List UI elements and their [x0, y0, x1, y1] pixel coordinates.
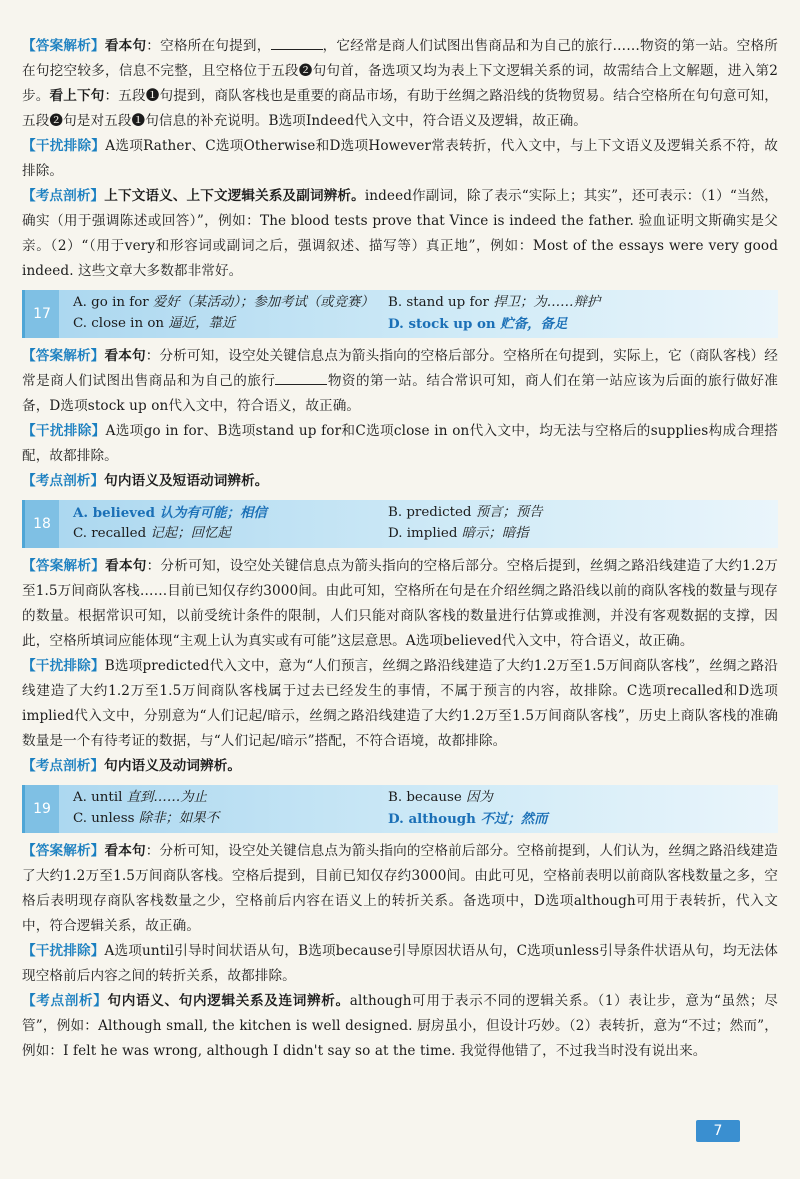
- q18-answer-analysis: 【答案解析】看本句：分析可知，设空处关键信息点为箭头指向的空格后部分。空格后提到，丝绸之路沿线建造了大约1.2万至1.5万间商队客栈……目前已知仅存约3000间。由此可知，空格所在句是在介绍丝绸之路沿线以前的商队客栈的数量与现存的数量。根据常识可知，以前受统计条件的限制，人们只能对商队客栈的数量进行估算或推测，并没有客观数据的支撑，因此，空格所填词应能体现“主观上认为真实或有可能”这层意思。A选项believed代入文中，符合语义，故正确。: [22, 558, 778, 649]
- q19-analysis: 【考点剖析】句内语义、句内逻辑关系及连词辨析。although可用于表示不同的逻辑关系。（1）表让步，意为“虽然；尽管”，例如：Although small, the kitchen is well designed. 厨房虽小，但设计巧妙。（2）表转折，意为“不过；然而”，例如：I felt he was wrong, although I didn't say so at the time. 我觉得他错了，不过我当时没有说出来。: [22, 993, 778, 1059]
- option-b: B. stand up for 捍卫；为……辩护: [388, 295, 601, 310]
- analysis-label: 【考点剖析】: [22, 188, 105, 204]
- option-d-correct: D. stock up on 贮备，备足: [388, 316, 568, 332]
- question-18-options: [22, 500, 778, 548]
- q18-distractor: 【干扰排除】B选项predicted代入文中，意为“人们预言，丝绸之路沿线建造了大约1.2万至1.5万间商队客栈”，丝绸之路沿线建造了大约1.2万至1.5万间商队客栈属于过去已经发生的事情，不属于预言的内容，故排除。C选项recalled和D选项implied代入文中，分别意为“人们记起/暗示，丝绸之路沿线建造了大约1.2万至1.5万间商队客栈”，历史上商队客栈的准确数量是一个有待考证的数据，与“人们记起/暗示”搭配，不符合语境，故都排除。: [22, 658, 778, 749]
- q17-distractor: 【干扰排除】A选项go in for、B选项stand up for和C选项close in on代入文中，均无法与空格后的supplies构成合理搭配，故都排除。: [22, 423, 778, 464]
- option-b: B. because 因为: [388, 790, 493, 805]
- option-c: C. close in on 逼近，靠近: [73, 316, 236, 331]
- option-d-correct: D. although 不过；然而: [388, 811, 548, 827]
- page-content: [22, 34, 778, 1064]
- question-number: 18: [25, 500, 59, 548]
- option-a: A. until 直到……为止: [73, 790, 207, 805]
- q17-analysis: 【考点剖析】句内语义及短语动词辨析。: [22, 473, 269, 489]
- blank-line: [271, 37, 323, 50]
- option-c: C. recalled 记起；回忆起: [73, 526, 231, 541]
- q16-analysis: 【考点剖析】上下文语义、上下文逻辑关系及副词辨析。indeed作副词，除了表示“实际上；其实”，还可表示：（1）“当然，确实（用于强调陈述或回答）”，例如：The blood tests prove that Vince is indeed the father. 验血证明文斯确实是父亲。（2）“（用于very和形容词或副词之后，强调叙述、描写等）真正地”，例如：Most of the essays were very good indeed. 这些文章大多数都非常好。: [22, 188, 779, 279]
- q16-distractor: 【干扰排除】A选项Rather、C选项Otherwise和D选项However常表转折，代入文中，与上下文语义及逻辑关系不符，故排除。: [22, 138, 778, 179]
- option-b: B. predicted 预言；预告: [388, 505, 543, 520]
- blank-line: [275, 372, 327, 385]
- question-19-options: [22, 785, 778, 833]
- q19-answer-analysis: 【答案解析】看本句：分析可知，设空处关键信息点为箭头指向的空格前后部分。空格前提到，人们认为，丝绸之路沿线建造了大约1.2万至1.5万间商队客栈。空格后提到，目前已知仅存约3000间。由此可见，空格前表明以前商队客栈数量之多，空格后表明现存商队客栈数量之少，空格前后内容在语义上的转折关系。备选项中，D选项although可用于表转折，代入文中，符合逻辑关系，故正确。: [22, 843, 778, 934]
- q19-distractor: 【干扰排除】A选项until引导时间状语从句，B选项because引导原因状语从句，C选项unless引导条件状语从句，均无法体现空格前后内容之间的转折关系，故都排除。: [22, 943, 778, 984]
- q17-answer-analysis: 【答案解析】看本句：分析可知，设空处关键信息点为箭头指向的空格后部分。空格所在句提到，实际上，它（商队客栈）经常是商人们试图出售商品和为自己的旅行 物资的第一站。结合常识可知，商人们在第一站应该为后面的旅行做好准备，D选项stock up on代入文中，符合语义，故正确。: [22, 348, 778, 414]
- option-a-correct: A. believed 认为有可能；相信: [73, 505, 267, 521]
- question-number: 17: [25, 290, 59, 338]
- page-number: 7: [696, 1120, 740, 1142]
- q18-analysis: 【考点剖析】句内语义及动词辨析。: [22, 758, 242, 774]
- option-c: C. unless 除非；如果不: [73, 811, 220, 826]
- option-d: D. implied 暗示；暗指: [388, 526, 529, 541]
- distractor-label: 【干扰排除】: [22, 138, 106, 154]
- question-17-options: [22, 290, 778, 338]
- question-number: 19: [25, 785, 59, 833]
- q16-answer-analysis: 【答案解析】看本句：空格所在句提到， ，它经常是商人们试图出售商品和为自己的旅行……物资的第一站。空格所在句挖空较多，信息不完整，且空格位于五段❷句句首，备选项又均为表上下文逻辑关系的词，故需结合上文解题，进入第2步。看上下句：五段❶句提到，商队客栈也是重要的商品市场，有助于丝绸之路沿线的货物贸易。结合空格所在句句意可知，五段❷句是对五段❶句信息的补充说明。B选项Indeed代入文中，符合语义及逻辑，故正确。: [22, 38, 778, 129]
- answer-label: 【答案解析】: [22, 38, 105, 54]
- option-a: A. go in for 爱好（某活动）；参加考试（或竞赛）: [73, 295, 374, 310]
